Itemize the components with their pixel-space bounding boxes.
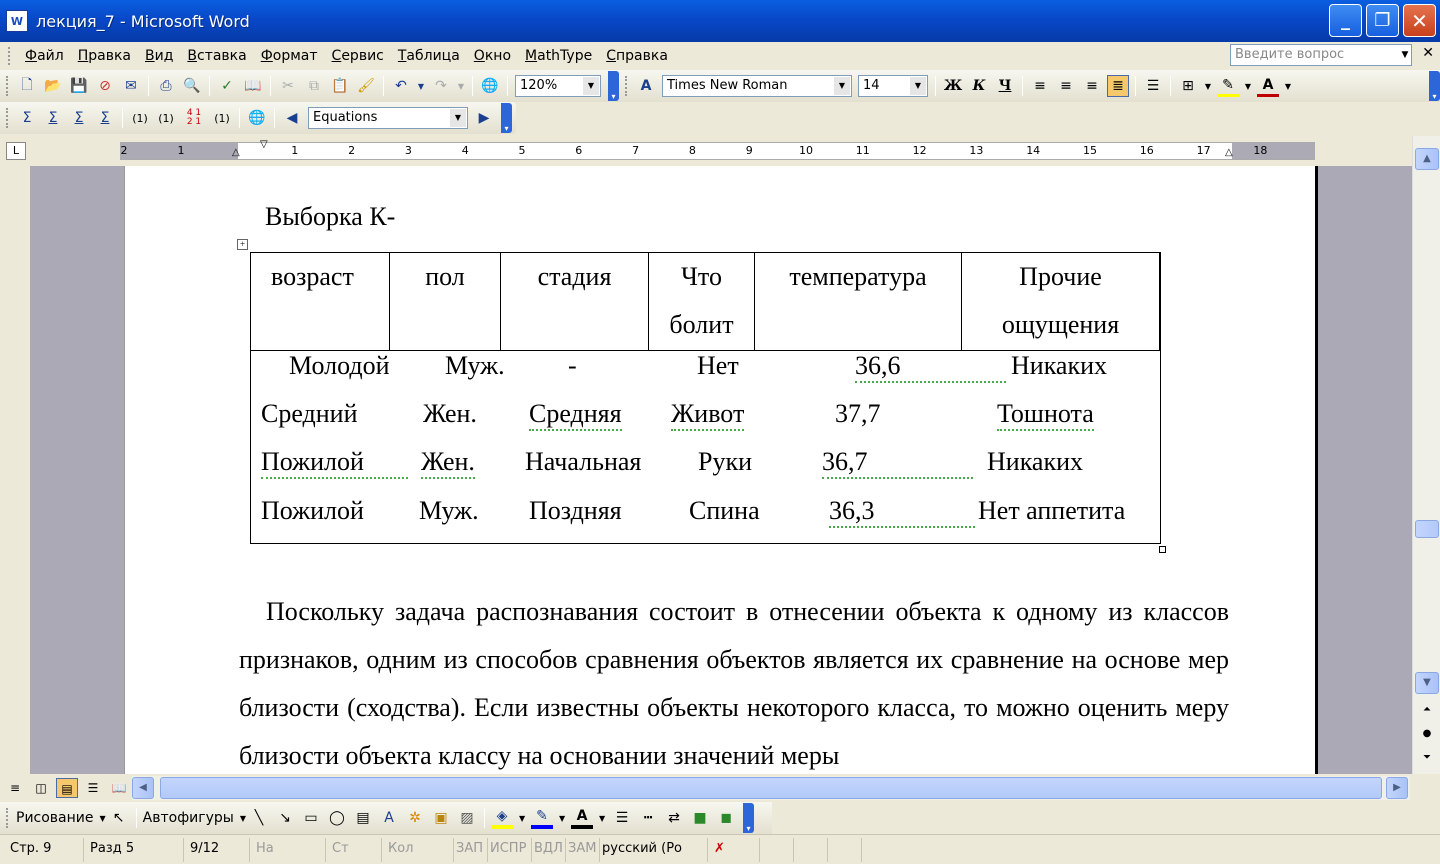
ruler-label: 15 [1083,144,1097,157]
menu-grip[interactable] [8,47,12,65]
insert-equation-reference-button[interactable]: (1) [158,111,174,125]
paste-icon[interactable]: 📋 [331,78,349,94]
table-cell: Жен. [421,447,475,479]
table-cell: Спина [689,496,760,525]
status-rec[interactable]: ЗАП [454,838,488,862]
table-cell: 37,7 [835,399,881,428]
toolbar-grip[interactable] [625,76,629,96]
font-size-value: 14 [863,78,880,93]
toolbar-grip[interactable] [6,808,10,828]
ruler-label: 4 [461,144,469,157]
font-name-select[interactable] [662,75,852,97]
chevron-down-icon[interactable]: ▼ [834,77,850,95]
fraction-top: 4 1 [186,108,202,118]
ruler-label: 14 [1026,144,1041,157]
font-size-select[interactable] [858,75,928,97]
web-view-icon[interactable]: ◫ [35,781,47,795]
chevron-down-icon[interactable]: ▼ [518,813,526,823]
ruler-label: 12 [912,144,927,157]
print-preview-icon[interactable]: 🔍 [183,78,201,94]
sigma-left-number-icon[interactable]: Σ [74,110,84,126]
body-paragraph [239,588,1229,774]
toolbar-grip[interactable] [6,76,10,96]
standard-toolbar [0,70,1440,102]
status-column: Кол [382,838,454,862]
arrow-right-icon[interactable]: ▶ [478,110,490,126]
table-header-cell: Что болит [649,253,755,350]
autoshapes-menu-button[interactable]: Автофигуры [142,810,234,826]
outline-view-icon[interactable]: ☰ [87,781,99,795]
ruler-label: 1 [291,144,299,157]
mathtype-toolbar [0,102,516,134]
shadow-style-icon[interactable]: ■ [693,810,707,826]
status-trk[interactable]: ИСПР [488,838,532,862]
rectangle-icon[interactable]: ▭ [304,810,318,826]
menu-file[interactable]: Файл [25,48,64,64]
table-move-handle[interactable]: + [237,239,248,250]
bold-button[interactable]: Ж [943,78,963,94]
horizontal-scrollbar[interactable] [132,776,1410,800]
insert-chapter-break-icon[interactable] [181,107,207,129]
equation-style-value: Equations [313,110,378,125]
align-left-icon[interactable]: ≡ [1034,78,1046,94]
status-language: русский (Ро [600,838,708,862]
document-page[interactable] [124,166,1318,774]
vertical-scrollbar[interactable] [1412,136,1440,774]
scroll-down-icon[interactable]: ▼ [1415,672,1439,694]
font-color-icon[interactable]: A [571,807,593,829]
ruler-label: 5 [518,144,526,157]
left-indent-marker[interactable]: △ [232,147,240,158]
minimize-button[interactable]: _ [1329,4,1362,37]
view-and-hscroll-row [0,774,1412,802]
status-section: Разд 5 [84,838,184,862]
chevron-down-icon[interactable]: ▼ [450,109,466,127]
chevron-down-icon[interactable]: ▼ [583,77,599,95]
line-icon[interactable]: ╲ [254,810,264,826]
menu-view[interactable]: Вид [145,48,174,64]
chevron-down-icon[interactable]: ▼ [1401,50,1409,60]
copy-icon[interactable]: ⧉ [309,78,319,94]
dash-style-icon[interactable]: ┅ [643,810,653,826]
diagram-icon[interactable]: ✲ [409,810,421,826]
fill-color-icon[interactable]: ◈ [491,807,513,829]
menu-mathtype[interactable]: MathType [525,48,593,64]
line-color-icon[interactable]: ✎ [531,807,553,829]
toolbar-options-icon[interactable]: ▾ [1429,71,1440,101]
ruler-label: 2 [348,144,356,157]
table-cell: Поздняя [529,496,622,525]
document-workspace [0,166,1412,774]
justify-icon[interactable]: ≣ [1107,75,1129,97]
ruler-label: 3 [404,144,412,157]
globe-icon[interactable]: 🌐 [248,110,266,126]
status-line: Ст [326,838,382,862]
text-box-icon[interactable]: ▤ [356,810,370,826]
3d-style-icon[interactable]: ◼ [720,810,732,826]
vertical-ruler [0,166,30,774]
arrow-left-icon[interactable]: ◀ [286,110,298,126]
menu-table[interactable]: Таблица [397,48,460,64]
chevron-down-icon[interactable]: ▼ [1284,81,1292,91]
chevron-down-icon[interactable]: ▼ [1244,81,1252,91]
font-name-value: Times New Roman [667,78,788,93]
data-table[interactable] [250,252,1161,544]
window-title: лекция_7 - Microsoft Word [36,11,250,31]
chevron-down-icon[interactable]: ▼ [417,81,425,91]
research-icon[interactable]: 📖 [244,78,262,94]
table-cell: Муж. [419,496,479,525]
previous-page-icon[interactable]: ⏶ [1423,704,1431,715]
email-icon[interactable]: ✉ [125,78,137,94]
align-center-icon[interactable]: ≡ [1060,78,1072,94]
table-cell: 36,7 [822,447,973,479]
table-resize-handle[interactable] [1159,546,1166,553]
line-style-icon[interactable]: ☰ [615,810,629,826]
reading-layout-icon[interactable]: 📖 [111,781,127,795]
permission-icon[interactable]: ⊘ [99,78,111,94]
next-page-icon[interactable]: ⏷ [1423,752,1431,763]
format-painter-icon[interactable]: 🖌 [357,78,375,94]
picture-icon[interactable]: ▨ [460,810,474,826]
table-cell: Жен. [423,399,477,428]
menu-tools[interactable]: Сервис [331,48,384,64]
ruler-label: 10 [799,144,813,157]
zoom-value: 120% [520,78,558,93]
sample-heading: Выборка К- [265,202,396,231]
menu-bar [0,42,1440,70]
table-cell: Никаких [987,447,1084,476]
align-right-icon[interactable]: ≡ [1086,78,1098,94]
ruler-label: 1 [177,144,185,157]
wordart-icon[interactable]: A [384,810,394,826]
new-document-icon[interactable]: 🗋 [21,77,33,93]
scroll-left-icon[interactable]: ◀ [132,777,154,799]
table-cell: Живот [671,399,744,431]
status-at: На [250,838,326,862]
chevron-down-icon[interactable]: ▼ [598,813,606,823]
status-ovr[interactable]: ЗАМ [566,838,600,862]
table-cell: - [568,351,577,380]
ruler-label: 9 [745,144,753,157]
toolbar-grip[interactable] [6,108,10,128]
undo-icon[interactable]: ↶ [395,78,407,94]
underline-button[interactable]: Ч [998,78,1012,94]
redo-icon[interactable]: ↷ [435,78,447,94]
chevron-down-icon[interactable]: ▼ [910,77,926,95]
zoom-select[interactable] [515,75,601,97]
table-cell: 36,3 [829,496,975,528]
chevron-down-icon[interactable]: ▼ [558,813,566,823]
toolbar-options-icon[interactable]: ▾ [501,103,512,133]
spelling-icon[interactable]: ✓ [221,78,233,94]
status-bar [0,834,1440,864]
scroll-right-icon[interactable]: ▶ [1386,777,1408,799]
cut-icon[interactable]: ✂ [282,78,294,94]
chevron-down-icon[interactable]: ▼ [99,813,106,823]
table-cell: Средняя [529,399,622,431]
horizontal-scroll-thumb[interactable] [160,777,1382,799]
sigma-inline-icon[interactable]: Σ [22,110,32,126]
table-header-cell: стадия [501,253,649,350]
chevron-down-icon[interactable]: ▼ [1204,81,1212,91]
tab-selector[interactable]: L [6,142,26,160]
highlight-icon[interactable]: ✎ [1217,75,1239,97]
sigma-display-icon[interactable]: Σ [48,110,58,126]
oval-icon[interactable]: ◯ [329,810,345,826]
right-indent-marker[interactable]: △ [1225,147,1233,158]
table-cell: Никаких [1011,351,1108,380]
table-header-cell: пол [390,253,501,350]
table-cell: Тошнота [997,399,1094,431]
ruler-label: 13 [969,144,984,157]
table-cell: Пожилой [261,447,408,479]
menu-help[interactable]: Справка [606,48,668,64]
table-cell: Молодой [289,351,390,380]
open-folder-icon[interactable]: 📂 [44,78,62,94]
numbered-list-icon[interactable]: ☰ [1146,78,1160,94]
table-cell: Муж. [445,351,505,380]
select-browse-object-icon[interactable]: ● [1422,728,1432,739]
equation-style-select[interactable] [308,107,468,129]
ruler-label: 6 [575,144,583,157]
status-ext[interactable]: ВДЛ [532,838,566,862]
ruler-label: 7 [632,144,640,157]
drawing-toolbar [0,802,772,834]
italic-button[interactable]: К [972,78,986,94]
font-color-icon[interactable]: A [1257,75,1279,97]
ruler-label: 18 [1253,144,1268,157]
table-cell: Нет [697,351,739,380]
paragraph-text: Поскольку задача распознавания состоит в отнесении объекта к одному из классов признаков, одним из способов сравнения объектов является их сравнение на основе мер близости (сходства). Если известны объекты некоторого класса, то можно оценить меру близости объекта классу на основании значений меры [239,597,1229,770]
ruler-label: 16 [1139,144,1154,157]
close-button[interactable]: ✕ [1403,4,1436,37]
menu-insert[interactable]: Вставка [187,48,247,64]
arrow-style-icon[interactable]: ⇄ [668,810,680,826]
chevron-down-icon[interactable]: ▼ [457,81,465,91]
menu-format[interactable]: Формат [260,48,318,64]
spelling-status-icon[interactable]: ✗ [708,838,760,862]
toolbar-options-icon[interactable]: ▾ [608,71,619,101]
menu-edit[interactable]: Правка [77,48,131,64]
globe-icon[interactable]: 🌐 [481,78,499,94]
save-icon[interactable]: 💾 [70,78,88,94]
table-cell: Пожилой [261,496,364,525]
fraction-bottom: 2 1 [186,117,202,127]
ruler-label: 11 [855,144,870,157]
scroll-up-icon[interactable]: ▲ [1415,148,1439,170]
table-cell: Руки [698,447,753,476]
table-header-cell: Прочие ощущения [962,253,1160,350]
normal-view-icon[interactable]: ≡ [9,781,21,795]
toolbar-options-icon[interactable]: ▾ [743,803,754,833]
select-objects-icon[interactable]: ↖ [112,810,125,826]
clip-art-icon[interactable]: ▣ [434,810,448,826]
sigma-right-number-icon[interactable]: Σ [100,110,110,126]
arrow-icon[interactable]: ↘ [279,810,291,826]
ruler-row [0,136,1412,166]
help-question-input[interactable]: Введите вопрос [1230,44,1412,66]
table-cell: Начальная [525,447,642,476]
styles-icon[interactable]: A [640,78,652,94]
title-bar [0,0,1440,42]
drawing-menu-button[interactable]: Рисование [16,810,94,826]
table-cell: Нет аппетита [978,496,1126,525]
word-doc-icon[interactable]: W [6,10,28,32]
chevron-down-icon[interactable]: ▼ [239,813,247,823]
status-page-count: 9/12 [184,838,250,862]
first-line-indent-marker[interactable]: ▽ [260,139,268,150]
print-icon[interactable]: ⎙ [160,78,172,94]
insert-equation-number-button[interactable]: (1) [132,111,148,125]
status-page: Стр. 9 [0,838,84,862]
restore-button[interactable]: ❐ [1366,4,1399,37]
horizontal-ruler[interactable] [120,139,1315,160]
ruler-label: 8 [688,144,696,157]
document-close-icon[interactable]: ✕ [1422,45,1434,61]
menu-window[interactable]: Окно [473,48,512,64]
ruler-label: 17 [1196,144,1211,157]
borders-icon[interactable]: ⊞ [1182,78,1194,94]
vertical-scroll-thumb[interactable] [1415,520,1439,538]
table-header-cell: возраст [251,253,390,350]
print-layout-icon[interactable]: ▤ [56,778,78,798]
table-cell: 36,6 [855,351,1006,383]
table-header-cell: температура [755,253,962,350]
update-numbers-button[interactable]: (1) [214,111,230,125]
ruler-label: 2 [120,144,128,157]
table-cell: Средний [261,399,358,428]
